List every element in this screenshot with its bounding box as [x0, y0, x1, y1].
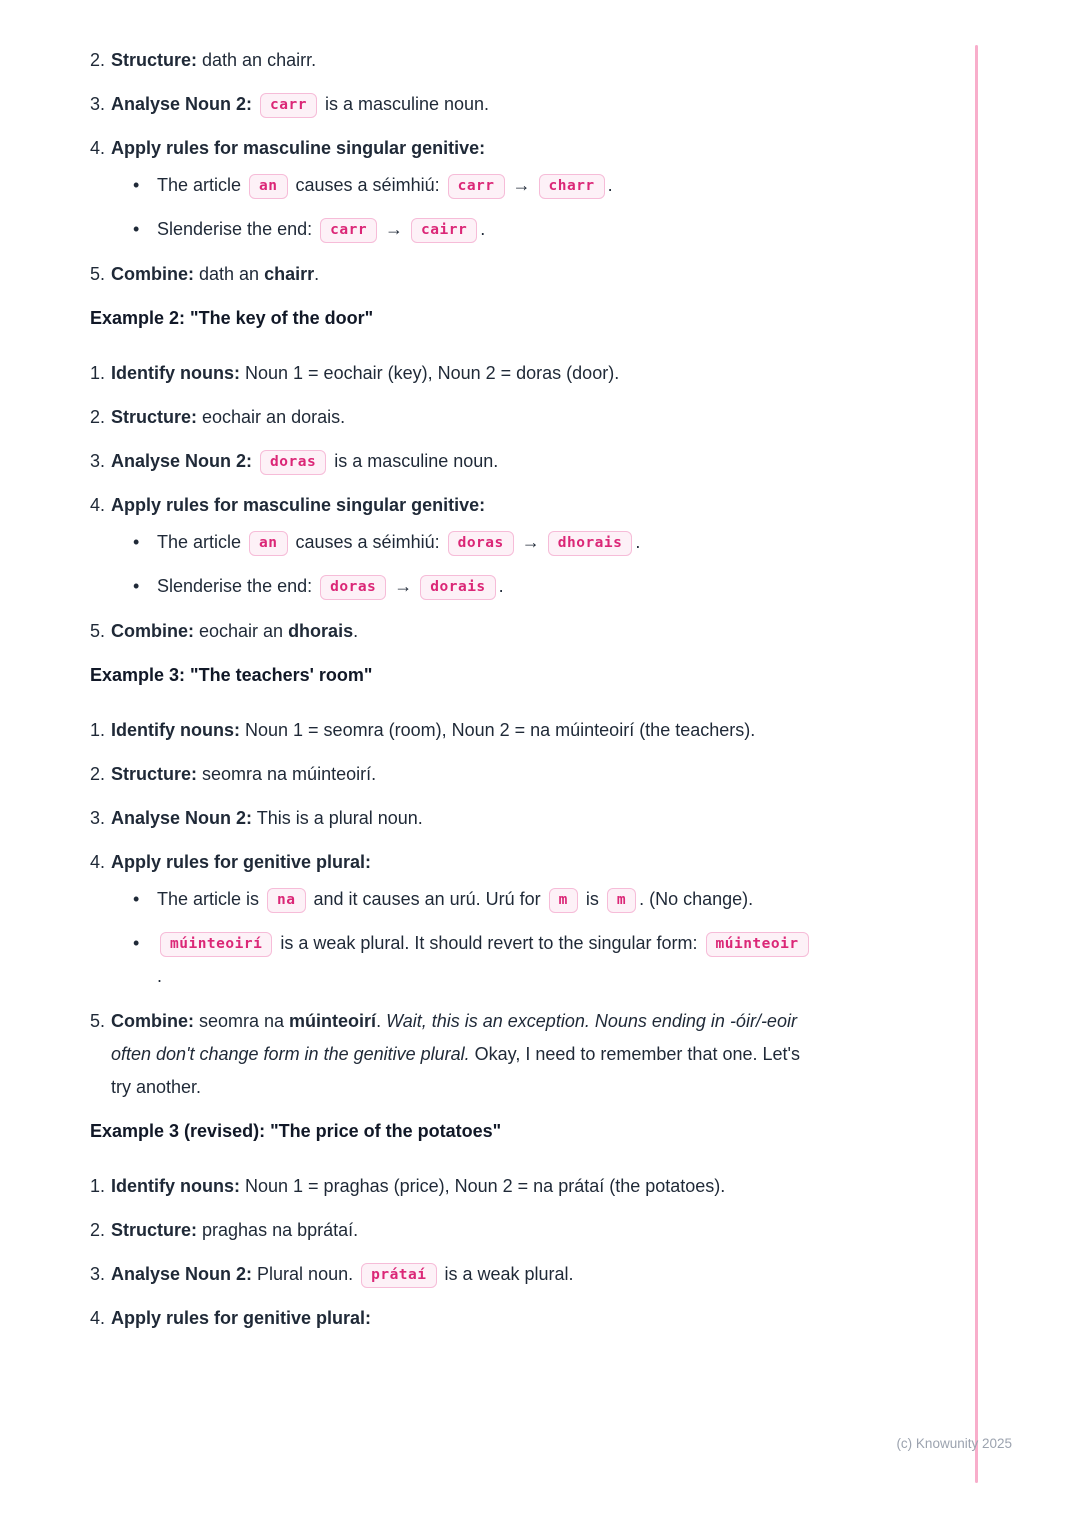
arrow-icon: →: [394, 576, 413, 596]
page-accent-line: [975, 45, 978, 1483]
item-text: [157, 883, 815, 916]
item-number: 1.: [90, 720, 106, 740]
bold-text-segment: Combine:: [111, 621, 194, 641]
text-segment: seomra na múinteoirí.: [197, 764, 377, 784]
item-number: 3.: [90, 808, 106, 828]
bold-text-segment: Analyse Noun 2:: [111, 94, 253, 114]
steps-list: [90, 44, 815, 291]
text-segment: is: [580, 889, 604, 909]
text-segment: Noun 1 = praghas (price), Noun 2 = na prátaí (the potatoes).: [240, 1176, 726, 1196]
code-badge: charr: [539, 174, 605, 199]
code-badge: dhorais: [548, 531, 633, 556]
item-text: [111, 846, 815, 879]
code-badge: carr: [320, 218, 377, 243]
item-number: 2.: [90, 50, 106, 70]
code-badge: doras: [320, 575, 386, 600]
bold-text-segment: Structure:: [111, 764, 198, 784]
text-segment: .: [498, 576, 504, 596]
item-text: [111, 714, 815, 747]
text-segment: Plural noun.: [252, 1264, 359, 1284]
bold-text-segment: Analyse Noun 2:: [111, 451, 253, 471]
numbered-item: [90, 714, 815, 747]
text-segment: .: [353, 621, 359, 641]
numbered-item: [90, 758, 815, 791]
text-segment: and it causes an urú. Urú for: [308, 889, 546, 909]
bold-text-segment: dhorais: [288, 621, 354, 641]
item-text: [111, 802, 815, 835]
numbered-item: [90, 44, 815, 77]
text-segment: The article is: [157, 889, 265, 909]
text-segment: is a masculine noun.: [319, 94, 490, 114]
item-text: [111, 1170, 815, 1203]
numbered-item: [90, 401, 815, 434]
item-text: [111, 1005, 815, 1104]
numbered-item: [90, 357, 815, 390]
item-text: [111, 401, 815, 434]
text-segment: The article: [157, 175, 247, 195]
item-text: [111, 1302, 815, 1335]
code-badge: cairr: [411, 218, 477, 243]
arrow-icon: →: [385, 219, 404, 239]
bullet-item: [90, 169, 815, 202]
code-badge: doras: [448, 531, 514, 556]
text-segment: is a weak plural. It should revert to the singular form:: [275, 933, 703, 953]
item-number: 4.: [90, 495, 106, 515]
code-badge: an: [249, 174, 287, 199]
italic-text-segment: Wait, this is an exception. Nouns ending in -óir/-eoir often don't change form in the genitive plural.: [111, 1011, 797, 1064]
bullet-item: [90, 927, 815, 993]
item-text: [111, 132, 815, 165]
item-number: 4.: [90, 1308, 106, 1328]
bold-text-segment: Combine:: [111, 1011, 194, 1031]
bullet-marker: •: [133, 576, 140, 596]
numbered-item: [90, 445, 815, 478]
item-text: [157, 213, 815, 246]
text-segment: The article: [157, 532, 247, 552]
code-badge: múinteoirí: [160, 932, 272, 957]
numbered-item: [90, 802, 815, 835]
arrow-icon: →: [521, 532, 540, 552]
numbered-item: [90, 1170, 815, 1203]
bold-text-segment: Structure:: [111, 407, 198, 427]
text-segment: Noun 1 = seomra (room), Noun 2 = na múinteoirí (the teachers).: [240, 720, 756, 740]
text-segment: is a masculine noun.: [329, 451, 499, 471]
item-text: [111, 445, 815, 478]
item-number: 3.: [90, 94, 106, 114]
text-segment: causes a séimhiú:: [290, 175, 445, 195]
bold-text-segment: Identify nouns:: [111, 363, 240, 383]
bullet-item: [90, 570, 815, 603]
bullet-marker: •: [133, 933, 140, 953]
bullet-marker: •: [133, 219, 140, 239]
code-badge: prátaí: [361, 1263, 436, 1288]
text-segment: eochair an dorais.: [197, 407, 346, 427]
text-segment: causes a séimhiú:: [290, 532, 445, 552]
item-text: [111, 489, 815, 522]
text-segment: dath an chairr.: [197, 50, 317, 70]
bold-text-segment: Apply rules for genitive plural:: [111, 1308, 372, 1328]
numbered-item: [90, 258, 815, 291]
section-heading: Example 3 (revised): "The price of the potatoes": [90, 1121, 502, 1141]
code-badge: dorais: [420, 575, 495, 600]
text-segment: Slenderise the end:: [157, 219, 318, 239]
text-segment: is a weak plural.: [439, 1264, 574, 1284]
item-number: 5.: [90, 1011, 106, 1031]
numbered-item: [90, 615, 815, 648]
bold-text-segment: Apply rules for masculine singular genitive:: [111, 495, 486, 515]
bold-text-segment: Structure:: [111, 50, 198, 70]
text-segment: Okay, I need to remember that one. Let's try another.: [111, 1044, 800, 1097]
text-segment: This is a plural noun.: [252, 808, 423, 828]
text-segment: eochair an: [194, 621, 289, 641]
code-badge: doras: [260, 450, 326, 475]
text-segment: . (No change).: [639, 889, 754, 909]
item-number: 2.: [90, 764, 106, 784]
text-segment: [252, 451, 257, 471]
bold-text-segment: Apply rules for genitive plural:: [111, 852, 372, 872]
code-badge: carr: [448, 174, 505, 199]
code-badge: m: [549, 888, 578, 913]
item-text: [157, 169, 815, 202]
bold-text-segment: Structure:: [111, 1220, 198, 1240]
item-text: [111, 357, 815, 390]
item-text: [157, 526, 815, 559]
numbered-item: [90, 846, 815, 879]
bold-text-segment: Analyse Noun 2:: [111, 808, 253, 828]
bullet-marker: •: [133, 889, 140, 909]
bullet-item: [90, 883, 815, 916]
bold-text-segment: múinteoirí: [289, 1011, 377, 1031]
item-number: 4.: [90, 852, 106, 872]
item-text: [157, 570, 815, 603]
steps-list: [90, 714, 815, 1104]
text-segment: seomra na: [194, 1011, 290, 1031]
text-segment: Slenderise the end:: [157, 576, 318, 596]
watermark: (c) Knowunity 2025: [896, 1436, 1012, 1451]
bold-text-segment: Identify nouns:: [111, 1176, 240, 1196]
item-text: [157, 927, 815, 993]
item-text: [111, 258, 815, 291]
item-text: [111, 88, 815, 121]
steps-list: [90, 1170, 815, 1335]
code-badge: m: [607, 888, 636, 913]
item-text: [111, 44, 815, 77]
bullet-marker: •: [133, 532, 140, 552]
bold-text-segment: Apply rules for masculine singular genitive:: [111, 138, 486, 158]
text-segment: .: [635, 532, 641, 552]
steps-list: [90, 357, 815, 648]
item-number: 3.: [90, 1264, 106, 1284]
numbered-item: [90, 1005, 815, 1104]
code-badge: an: [249, 531, 287, 556]
text-segment: .: [314, 264, 320, 284]
section-heading: Example 2: "The key of the door": [90, 308, 374, 328]
item-text: [111, 1258, 815, 1291]
item-number: 5.: [90, 621, 106, 641]
item-number: 5.: [90, 264, 106, 284]
item-number: 3.: [90, 451, 106, 471]
text-segment: .: [480, 219, 486, 239]
item-number: 1.: [90, 1176, 106, 1196]
document-content: [90, 44, 815, 1346]
text-segment: Noun 1 = eochair (key), Noun 2 = doras (door).: [240, 363, 620, 383]
item-number: 1.: [90, 363, 106, 383]
bold-text-segment: Combine:: [111, 264, 194, 284]
numbered-item: [90, 1214, 815, 1247]
code-badge: múinteoir: [706, 932, 809, 957]
arrow-icon: →: [512, 175, 531, 195]
bold-text-segment: chairr: [264, 264, 315, 284]
item-number: 2.: [90, 407, 106, 427]
text-segment: .: [607, 175, 613, 195]
numbered-item: [90, 132, 815, 165]
bullet-item: [90, 213, 815, 246]
section-heading: Example 3: "The teachers' room": [90, 665, 373, 685]
text-segment: .: [376, 1011, 387, 1031]
numbered-item: [90, 1302, 815, 1335]
text-segment: .: [157, 966, 163, 986]
text-segment: [252, 94, 257, 114]
text-segment: praghas na bprátaí.: [197, 1220, 359, 1240]
numbered-item: [90, 489, 815, 522]
item-text: [111, 615, 815, 648]
bullet-item: [90, 526, 815, 559]
text-segment: dath an: [194, 264, 265, 284]
numbered-item: [90, 88, 815, 121]
item-number: 4.: [90, 138, 106, 158]
item-text: [111, 758, 815, 791]
code-badge: carr: [260, 93, 317, 118]
bold-text-segment: Analyse Noun 2:: [111, 1264, 253, 1284]
bullet-marker: •: [133, 175, 140, 195]
code-badge: na: [267, 888, 305, 913]
bold-text-segment: Identify nouns:: [111, 720, 240, 740]
item-number: 2.: [90, 1220, 106, 1240]
numbered-item: [90, 1258, 815, 1291]
item-text: [111, 1214, 815, 1247]
